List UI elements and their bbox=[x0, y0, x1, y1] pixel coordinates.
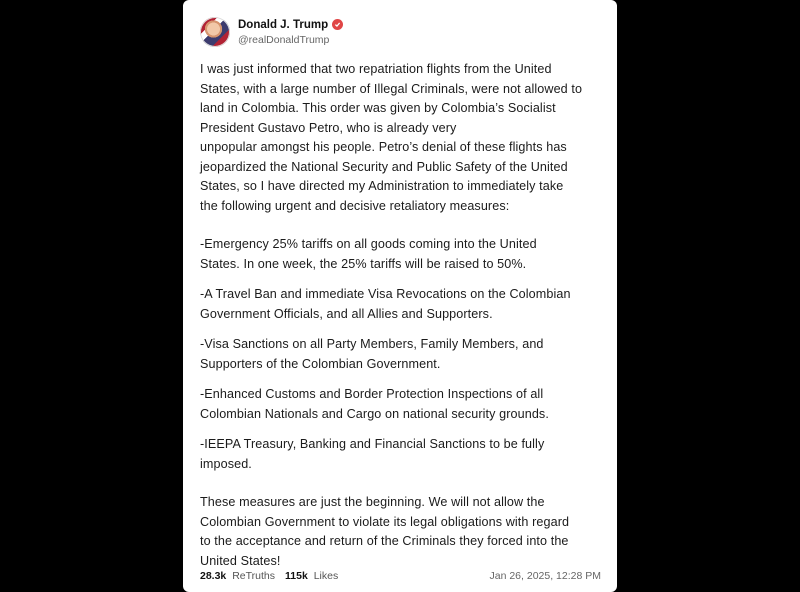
text-line: United States! bbox=[200, 553, 281, 568]
measure-item bbox=[200, 335, 601, 374]
text-line: to the acceptance and return of the Criminals they forced into the bbox=[200, 534, 569, 548]
text-line: imposed. bbox=[200, 456, 252, 471]
measure-item bbox=[200, 285, 601, 324]
retruths-label: ReTruths bbox=[232, 570, 275, 582]
display-name[interactable]: Donald J. Trump bbox=[238, 18, 329, 31]
text-line: Colombian Nationals and Cargo on national security grounds. bbox=[200, 406, 549, 421]
text-line: These measures are just the beginning. We will not allow the bbox=[200, 495, 545, 509]
likes-label: Likes bbox=[313, 570, 339, 582]
spacer bbox=[200, 216, 601, 235]
text-line: Colombian Government to violate its legal obligations with regard bbox=[200, 514, 570, 529]
display-name-row bbox=[238, 19, 343, 31]
post-closing bbox=[200, 493, 601, 571]
text-line: land in Colombia. This order was given by Colombia’s Socialist bbox=[200, 101, 556, 115]
text-line: -IEEPA Treasury, Banking and Financial Sanctions to be fully bbox=[200, 437, 545, 451]
retruths-stat[interactable] bbox=[200, 570, 275, 582]
post-footer bbox=[200, 570, 601, 582]
text-line: -Visa Sanctions on all Party Members, Family Members, and bbox=[200, 337, 544, 351]
post-body bbox=[200, 60, 601, 571]
verified-badge-icon bbox=[332, 19, 343, 30]
likes-stat[interactable] bbox=[285, 570, 338, 582]
text-line: unpopular amongst his people. Petro’s denial of these flights has bbox=[200, 140, 567, 154]
likes-count: 115k bbox=[285, 570, 308, 582]
text-line: -Emergency 25% tariffs on all goods coming into the United bbox=[200, 237, 537, 251]
author-handle[interactable]: @realDonaldTrump bbox=[238, 33, 330, 46]
measure-item bbox=[200, 385, 601, 424]
text-line: the following urgent and decisive retaliatory measures: bbox=[200, 198, 510, 213]
post-card bbox=[183, 0, 617, 592]
spacer bbox=[200, 474, 601, 493]
text-line: -A Travel Ban and immediate Visa Revocations on the Colombian bbox=[200, 287, 571, 301]
post-timestamp[interactable]: Jan 26, 2025, 12:28 PM bbox=[489, 570, 601, 582]
measure-item bbox=[200, 235, 601, 274]
text-line: Supporters of the Colombian Government. bbox=[200, 356, 441, 371]
text-line: Government Officials, and all Allies and Supporters. bbox=[200, 306, 493, 321]
text-line: States, so I have directed my Administration to immediately take bbox=[200, 179, 564, 193]
text-line: States, with a large number of Illegal Criminals, were not allowed to bbox=[200, 81, 583, 96]
avatar[interactable] bbox=[200, 17, 230, 47]
post-intro bbox=[200, 60, 601, 216]
post-header bbox=[200, 14, 601, 50]
text-line: -Enhanced Customs and Border Protection Inspections of all bbox=[200, 387, 544, 401]
text-line: I was just informed that two repatriation flights from the United bbox=[200, 62, 552, 76]
text-line: President Gustavo Petro, who is already very bbox=[200, 120, 457, 135]
text-line: jeopardized the National Security and Public Safety of the United bbox=[200, 159, 568, 174]
text-line: States. In one week, the 25% tariffs will be raised to 50%. bbox=[200, 256, 527, 271]
author-info bbox=[238, 19, 343, 46]
retruths-count: 28.3k bbox=[200, 570, 227, 582]
measure-item bbox=[200, 435, 601, 474]
